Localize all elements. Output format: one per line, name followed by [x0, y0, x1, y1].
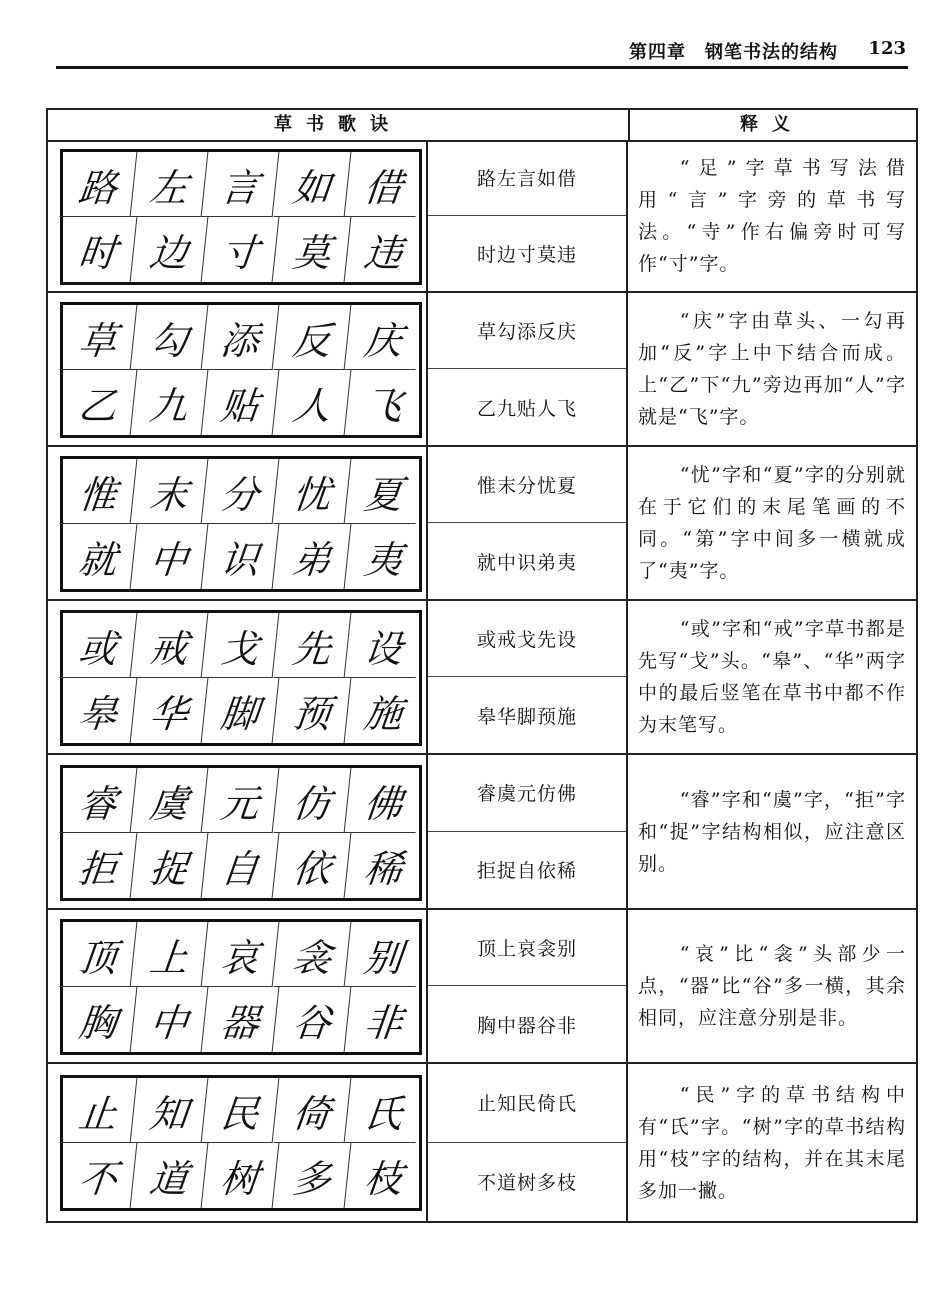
mnemonic-phrase: 止知民倚氏: [428, 1064, 626, 1143]
cursive-character: 华: [131, 678, 209, 743]
cursive-character: 自: [202, 833, 280, 898]
mnemonic-phrase: 胸中器谷非: [476, 1014, 577, 1037]
mnemonic-phrase: 惟末分忧夏: [428, 447, 626, 523]
mnemonic-phrase: 皋华脚预施: [476, 705, 577, 728]
table-row: [48, 601, 916, 755]
column-header-explanation: 释义: [740, 114, 804, 135]
cursive-character-grid: [60, 1075, 422, 1211]
cursive-character: 止: [60, 1078, 138, 1143]
cursive-character: 皋: [60, 678, 138, 743]
table-row: [48, 140, 916, 293]
mnemonic-phrase: 乙九贴人飞: [476, 397, 577, 420]
mnemonic-phrase: 就中识弟夷: [476, 551, 577, 574]
table-row: [48, 293, 916, 447]
mnemonic-phrase: 或戒戈先设: [428, 601, 626, 677]
cursive-character: 依: [273, 833, 351, 898]
cursive-character-grid: [60, 149, 422, 285]
explanation-cell: [630, 447, 916, 599]
mnemonic-phrases: [426, 293, 628, 445]
cursive-character: 知: [131, 1078, 209, 1143]
cursive-character: 睿: [60, 768, 138, 833]
cursive-character: 飞: [361, 384, 405, 428]
mnemonic-phrases: [426, 601, 628, 753]
cursive-character-grid: [60, 919, 422, 1055]
cursive-character: 道: [131, 1143, 209, 1208]
explanation-cell: [630, 293, 916, 445]
cursive-character: 胸: [60, 987, 138, 1052]
cursive-character: 中: [131, 524, 209, 589]
cursive-character: 弟: [273, 524, 351, 589]
cursive-character: 勾: [131, 305, 209, 370]
mnemonic-phrase: 草勾添反庆: [428, 293, 626, 369]
mnemonic-phrase: 时边寸莫违: [476, 243, 577, 266]
cursive-character: 别: [344, 922, 422, 987]
cursive-character: 贴: [202, 370, 280, 435]
cursive-character: 谷: [273, 987, 351, 1052]
cursive-character: 上: [131, 922, 209, 987]
explanation-cell: [630, 755, 916, 908]
cursive-character: 末: [131, 459, 209, 524]
cursive-character: 违: [361, 231, 405, 275]
cursive-character: 枝: [361, 1157, 405, 1201]
cursive-character: 中: [131, 987, 209, 1052]
mnemonic-phrases: [426, 447, 628, 599]
cursive-mnemonic-table: [46, 108, 918, 1223]
mnemonic-phrase: 睿虞元仿佛: [428, 755, 626, 832]
cursive-character: 戒: [131, 613, 209, 678]
explanation-cell: [630, 1064, 916, 1221]
page-header: [56, 32, 908, 69]
cursive-character: 分: [202, 459, 280, 524]
cursive-character: 夏: [344, 459, 422, 524]
mnemonic-phrases: [426, 755, 628, 908]
explanation-cell: [630, 140, 916, 291]
mnemonic-phrases: [426, 910, 628, 1062]
cursive-character: 边: [131, 217, 209, 282]
cursive-character: 路: [60, 152, 138, 217]
explanation-text: “民”字的草书结构中有“氏”字。“树”字的草书结构用“枝”字的结构，并在其末尾多加一撇。: [638, 1083, 906, 1202]
cursive-character: 戈: [202, 613, 280, 678]
cursive-character: 忧: [273, 459, 351, 524]
explanation-text: “哀”比“衾”头部少一点，“器”比“谷”多一横，其余相同，应注意分别是非。: [638, 943, 906, 1029]
mnemonic-phrases: [426, 140, 628, 291]
cursive-character: 倚: [273, 1078, 351, 1143]
cursive-character: 莫: [273, 217, 351, 282]
cursive-character: 佛: [344, 768, 422, 833]
cursive-character: 言: [202, 152, 280, 217]
table-header: [48, 110, 916, 142]
cursive-character-grid: [60, 456, 422, 592]
cursive-character: 庆: [344, 305, 422, 370]
table-row: [48, 447, 916, 601]
chapter-title: 第四章 钢笔书法的结构: [629, 42, 838, 63]
cursive-character: 反: [273, 305, 351, 370]
cursive-character: 民: [202, 1078, 280, 1143]
cursive-character: 借: [344, 152, 422, 217]
cursive-character: 惟: [60, 459, 138, 524]
cursive-character: 顶: [60, 922, 138, 987]
cursive-character: 左: [131, 152, 209, 217]
cursive-character: 就: [60, 524, 138, 589]
table-row: [48, 910, 916, 1064]
explanation-cell: [630, 910, 916, 1062]
cursive-character-grid: [60, 765, 422, 901]
cursive-character: 先: [273, 613, 351, 678]
cursive-character: 或: [60, 613, 138, 678]
cursive-character: 稀: [361, 847, 405, 891]
cursive-character: 乙: [60, 370, 138, 435]
cursive-character: 设: [344, 613, 422, 678]
explanation-text: “或”字和“戒”字草书都是先写“戈”头。“皋”、“华”两字中的最后竖笔在草书中都不作为末笔写。: [638, 618, 906, 736]
explanation-cell: [630, 601, 916, 753]
cursive-character: 添: [202, 305, 280, 370]
cursive-character: 如: [273, 152, 351, 217]
cursive-character: 非: [361, 1001, 405, 1045]
cursive-character: 拒: [60, 833, 138, 898]
page-number: 123: [868, 38, 906, 59]
cursive-character: 夷: [361, 538, 405, 582]
explanation-text: “忧”字和“夏”字的分别就在于它们的末尾笔画的不同。“第”字中间多一横就成了“夷”字。: [638, 464, 906, 582]
table-row: [48, 755, 916, 910]
mnemonic-phrase: 拒捉自依稀: [476, 860, 577, 883]
cursive-character: 元: [202, 768, 280, 833]
mnemonic-phrase: 不道树多枝: [476, 1172, 577, 1195]
cursive-character: 施: [361, 692, 405, 736]
cursive-character-grid: [60, 302, 422, 438]
cursive-character: 预: [273, 678, 351, 743]
cursive-character: 仿: [273, 768, 351, 833]
cursive-character: 器: [202, 987, 280, 1052]
explanation-text: “足”字草书写法借用“言”字旁的草书写法。“寺”作右偏旁时可写作“寸”字。: [638, 156, 906, 275]
cursive-character: 哀: [202, 922, 280, 987]
cursive-character: 人: [273, 370, 351, 435]
cursive-character: 草: [60, 305, 138, 370]
cursive-character: 时: [60, 217, 138, 282]
table-row: [48, 1064, 916, 1221]
cursive-character-grid: [60, 610, 422, 746]
cursive-character: 不: [60, 1143, 138, 1208]
column-header-mnemonic: 草书歌诀: [48, 110, 630, 140]
cursive-character: 捉: [131, 833, 209, 898]
explanation-text: “睿”字和“虞”字，“拒”字和“捉”字结构相似，应注意区别。: [638, 788, 906, 875]
cursive-character: 虞: [131, 768, 209, 833]
cursive-character: 树: [202, 1143, 280, 1208]
mnemonic-phrases: [426, 1064, 628, 1221]
cursive-character: 九: [131, 370, 209, 435]
mnemonic-phrase: 路左言如借: [428, 140, 626, 216]
cursive-character: 脚: [202, 678, 280, 743]
cursive-character: 寸: [202, 217, 280, 282]
cursive-character: 识: [202, 524, 280, 589]
cursive-character: 氏: [344, 1078, 422, 1143]
cursive-character: 衾: [273, 922, 351, 987]
mnemonic-phrase: 顶上哀衾别: [428, 910, 626, 986]
explanation-text: “庆”字由草头、一勾再加“反”字上中下结合而成。上“乙”下“九”旁边再加“人”字就是“飞”字。: [638, 310, 906, 428]
cursive-character: 多: [273, 1143, 351, 1208]
